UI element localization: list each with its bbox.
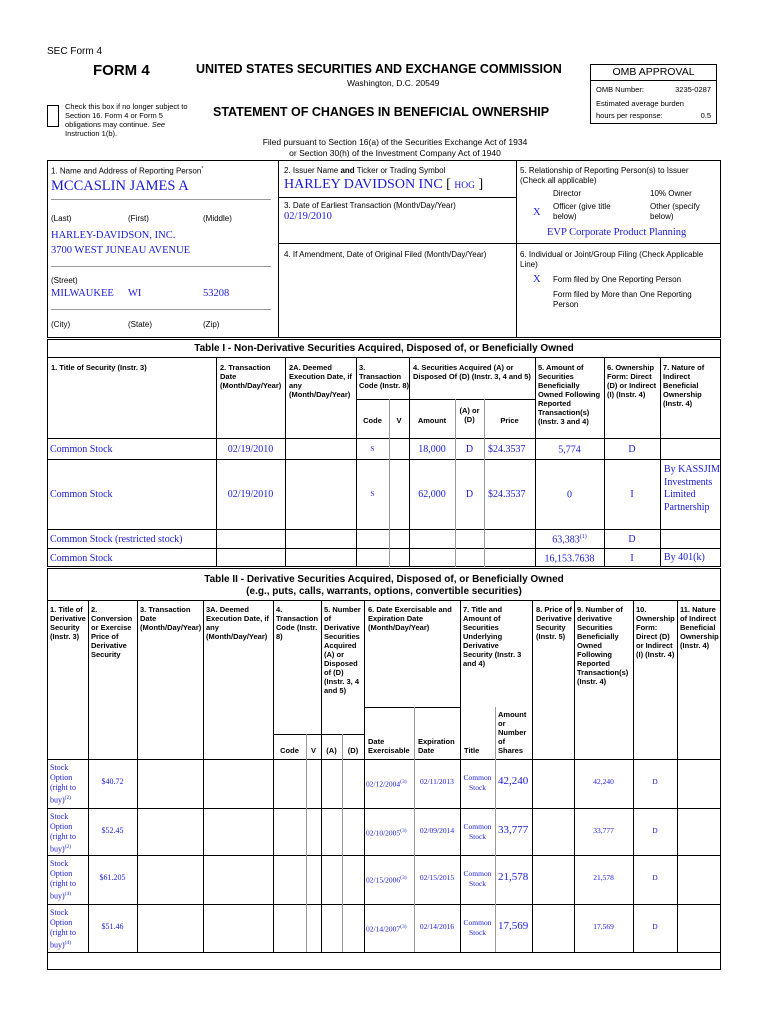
reporting-zip: 53208 [203, 288, 230, 299]
t2-h-date: 3. Transaction Date (Month/Day/Year) [140, 605, 202, 632]
t2-row-title-footnote: (4) [64, 940, 72, 946]
filed-pursuant-1: Filed pursuant to Section 16(a) of the Securities Exchange Act of 1934 [262, 137, 528, 147]
t2-row-price: $52.45 [101, 826, 124, 835]
t2-row-title-footnote: (4) [64, 891, 72, 897]
t2-row-underlying-title-1: Common [463, 869, 492, 878]
zip-label: (Zip) [203, 320, 220, 329]
first-label: (First) [128, 214, 149, 223]
t2-row-underlying-amount: 33,777 [498, 824, 529, 836]
t1-h-title: 1. Title of Security (Instr. 3) [51, 363, 147, 372]
t1-row-owned-value: 5,774 [558, 443, 581, 455]
state-label: (State) [128, 320, 153, 329]
t1-row-form: I [630, 552, 634, 564]
t2-row-expiration: 02/14/2016 [419, 922, 455, 931]
t2-row-exercisable [366, 875, 407, 885]
t1-row-form: D [628, 533, 636, 545]
omb-burden-label: Estimated average burden [596, 99, 684, 108]
t2-h-underlying: 7. Title and Amount of Securities Underlying Derivative Security (Instr. 3 and 4) [463, 605, 522, 668]
t2-h-title: 1. Title of Derivative Security (Instr. 3) [50, 605, 86, 641]
t2-row-exercisable-footnote: (3) [400, 779, 407, 785]
t1-row-owned-value: 16,153.7638 [544, 552, 595, 564]
table-1-title: Table I - Non-Derivative Securities Acquired, Disposed of, or Beneficially Owned [194, 343, 574, 354]
form-title: FORM 4 [93, 62, 150, 79]
t2-h-sub-a: (A) [326, 746, 337, 755]
ten-percent-owner-label: 10% Owner [650, 189, 692, 198]
t2-row-title-buy: buy) [50, 940, 65, 950]
t2-h-owned: 9. Number of derivative Securities Beneficially Owned Following Reported Transaction(s) (Instr. 4) [577, 605, 629, 686]
filed-pursuant-2: or Section 30(h) of the Investment Company Act of 1940 [289, 148, 501, 158]
t2-row-title [50, 859, 88, 902]
t2-h-deemed: 3A. Deemed Execution Date, if any (Month/Day/Year) [206, 605, 269, 641]
t1-h-code: 3. Transaction Code (Instr. 8) [359, 363, 410, 390]
t1-row-amount: 62,000 [418, 489, 446, 500]
t1-row-owned [535, 489, 604, 500]
t2-h-exercisable: 6. Date Exercisable and Expiration Date (Month/Day/Year) [368, 605, 452, 632]
t1-row-title: Common Stock [50, 489, 113, 500]
t2-row-form: D [652, 777, 658, 786]
t2-row-underlying-title-2: Stock [468, 832, 487, 841]
t2-row-exercisable-footnote: (3) [400, 828, 407, 834]
t1-row-code: S [370, 443, 375, 453]
t2-row-exercisable [366, 828, 407, 838]
omb-approval-box [590, 64, 717, 124]
one-person-check: X [533, 274, 541, 285]
issuer-name: HARLEY DAVIDSON INC [ HOG ] [284, 177, 484, 192]
omb-number: 3235-0287 [675, 85, 711, 94]
t2-h-sub-title: Title [464, 746, 480, 755]
t2-row-underlying-title-2: Stock [468, 879, 487, 888]
reporting-person-name: MCCASLIN JAMES A [51, 178, 189, 194]
t1-h-sub-code: Code [363, 416, 382, 425]
t2-row-exercisable-date: 02/10/2005 [366, 828, 401, 838]
t1-h-amount-owned: 5. Amount of Securities Beneficially Owned Following Reported Transaction(s) (Instr. 3 and 4) [538, 363, 601, 426]
earliest-date: 02/19/2010 [284, 211, 332, 222]
t1-row-date: 02/19/2010 [227, 443, 274, 455]
table-2-title: Table II - Derivative Securities Acquired, Disposed of, or Beneficially Owned [204, 574, 564, 585]
t2-row-title-buy: buy) [50, 891, 65, 901]
checkbox-instructions: Check this box if no longer subject to Section 16. Form 4 or Form 5 obligations may continue. See Instruction 1(b). [65, 102, 188, 138]
sec-form-label: SEC Form 4 [47, 46, 103, 57]
t2-row-form: D [652, 826, 658, 835]
t2-row-underlying-amount: 17,569 [498, 920, 529, 932]
t1-h-securities: 4. Securities Acquired (A) or Disposed Of (D) (Instr. 3, 4 and 5) [413, 363, 531, 381]
t2-row-price: $40.72 [101, 777, 124, 786]
commission-city: Washington, D.C. 20549 [347, 78, 440, 88]
t1-row-amount: 18,000 [418, 443, 446, 455]
t2-row-title [50, 812, 88, 855]
street-label: (Street) [51, 276, 78, 285]
t1-h-deemed: 2A. Deemed Execution Date, if any (Month/Day/Year) [289, 363, 352, 399]
omb-title: OMB APPROVAL [591, 65, 716, 81]
t2-h-sub-expiration: Expiration Date [418, 737, 455, 755]
t2-row-owned: 33,777 [593, 826, 614, 835]
t2-row-exercisable-date: 02/14/2007 [366, 924, 401, 934]
t2-row-underlying-title-2: Stock [468, 783, 487, 792]
t1-h-nature: 7. Nature of Indirect Beneficial Ownership (Instr. 4) [663, 363, 705, 408]
t1-row-nature: By 401(k) [664, 551, 705, 563]
t2-h-nature: 11. Nature of Indirect Beneficial Ownership (Instr. 4) [680, 605, 719, 650]
t2-h-sub-code: Code [280, 746, 299, 755]
city-label: (City) [51, 320, 71, 329]
t1-h-sub-v: V [396, 416, 402, 425]
t1-row-owned-footnote: (1) [579, 533, 587, 540]
t2-row-title-text: Stock Option (right to [50, 812, 76, 841]
director-label: Director [553, 189, 582, 198]
omb-hours-label: hours per response: [596, 111, 663, 120]
last-label: (Last) [51, 214, 72, 223]
officer-check: X [533, 207, 541, 218]
t2-row-title-buy: buy) [50, 844, 65, 854]
t2-row-owned: 17,569 [593, 922, 614, 931]
t1-h-sub-price: Price [500, 416, 519, 425]
t1-row-ad: D [465, 443, 474, 455]
commission-title: UNITED STATES SECURITIES AND EXCHANGE COMMISSION [196, 62, 562, 76]
t2-row-title-text: Stock Option (right to [50, 908, 76, 937]
t1-row-owned [535, 553, 604, 564]
t2-h-price: 8. Price of Derivative Security (Instr. 5) [536, 605, 572, 641]
t2-row-underlying-title-1: Common [463, 773, 492, 782]
t2-row-underlying-amount: 21,578 [498, 871, 529, 883]
t2-row-owned: 42,240 [593, 777, 614, 786]
amendment-label: 4. If Amendment, Date of Original Filed (Month/Day/Year) [284, 250, 487, 259]
t1-row-title: Common Stock (restricted stock) [50, 533, 183, 545]
t2-row-owned: 21,578 [593, 873, 614, 882]
other-label: Other (specify below) [650, 202, 700, 221]
t1-row-nature: By KASSJIM Investments Limited Partnership [664, 464, 720, 513]
earliest-date-label: 3. Date of Earliest Transaction (Month/Day/Year) [284, 201, 456, 210]
t2-row-exercisable-date: 02/12/2004 [366, 779, 401, 789]
t2-row-exercisable-footnote: (3) [400, 875, 407, 881]
t2-h-sub-amount: Amount or Number of Shares [498, 710, 527, 755]
t2-row-underlying-title-1: Common [463, 822, 492, 831]
t2-row-expiration: 02/15/2015 [419, 873, 455, 882]
t2-row-title [50, 763, 88, 806]
relationship-label: 5. Relationship of Reporting Person(s) to Issuer (Check all applicable) [520, 166, 689, 185]
t2-h-code: 4. Transaction Code (Instr. 8) [276, 605, 319, 641]
filing-label: 6. Individual or Joint/Group Filing (Check Applicable Line) [520, 250, 704, 269]
reporting-company: HARLEY-DAVIDSON, INC. [51, 230, 176, 241]
t2-row-underlying-title-2: Stock [468, 928, 487, 937]
t2-row-title-footnote: (2) [64, 795, 72, 801]
middle-label: (Middle) [203, 214, 232, 223]
t1-row-price: $24.3537 [488, 443, 526, 455]
t2-row-expiration: 02/11/2013 [420, 777, 454, 786]
reporting-state: WI [128, 288, 142, 299]
t1-h-sub-amount: Amount [417, 416, 447, 425]
t1-row-owned-value: 0 [567, 489, 572, 501]
t2-row-exercisable [366, 779, 407, 789]
reporting-city: MILWAUKEE [51, 288, 114, 299]
t2-row-title-text: Stock Option (right to [50, 859, 76, 888]
t1-row-title: Common Stock [50, 552, 113, 564]
t2-h-ownership: 10. Ownership Form: Direct (D) or Indirect (I) (Instr. 4) [636, 605, 675, 659]
statement-title: STATEMENT OF CHANGES IN BENEFICIAL OWNERSHIP [213, 105, 550, 119]
t1-row-price: $24.3537 [488, 489, 526, 500]
t2-row-price: $51.46 [101, 922, 124, 931]
t2-row-expiration: 02/09/2014 [419, 826, 455, 835]
one-person-label: Form filed by One Reporting Person [553, 275, 682, 284]
t1-row-ad: D [465, 489, 474, 500]
t2-row-form: D [652, 873, 658, 882]
t1-h-ownership: 6. Ownership Form: Direct (D) or Indirect (I) (Instr. 4) [607, 363, 657, 399]
t2-row-underlying-amount: 42,240 [498, 775, 529, 787]
t2-row-exercisable-footnote: (3) [400, 924, 407, 930]
officer-label: Officer (give title below) [553, 202, 611, 221]
t2-h-sub-d: (D) [347, 746, 359, 755]
t2-h-sub-exercisable: Date Exercisable [368, 737, 410, 755]
officer-title: EVP Corporate Product Planning [547, 227, 687, 238]
t1-row-owned [535, 534, 604, 545]
t1-row-title: Common Stock [50, 443, 113, 455]
t2-row-title [50, 908, 88, 951]
t2-row-form: D [652, 922, 658, 931]
t1-row-form: D [628, 443, 636, 455]
omb-number-label: OMB Number: [596, 85, 644, 94]
t2-row-title-footnote: (2) [64, 844, 72, 850]
t2-h-conversion: 2. Conversion or Exercise Price of Derivative Security [91, 605, 133, 659]
t2-row-exercisable [366, 924, 407, 934]
t1-row-owned [535, 444, 604, 455]
omb-hours: 0.5 [700, 111, 711, 120]
t1-h-sub-aord: (A) or (D) [459, 406, 480, 424]
t2-h-number: 5. Number of Derivative Securities Acquired (A) or Disposed of (D) (Instr. 3, 4 and 5) [324, 605, 361, 695]
t2-row-title-text: Stock Option (right to [50, 763, 76, 792]
reporting-address: 3700 WEST JUNEAU AVENUE [51, 245, 191, 256]
table-2-subtitle: (e.g., puts, calls, warrants, options, convertible securities) [246, 586, 522, 597]
t2-h-sub-v: V [310, 746, 316, 755]
no-longer-subject-checkbox[interactable] [47, 105, 59, 127]
issuer-label: 2. Issuer Name and Ticker or Trading Symbol [284, 166, 446, 175]
t2-row-title-buy: buy) [50, 795, 65, 805]
t1-row-form: I [630, 489, 634, 500]
more-persons-label: Form filed by More than One Reporting Person [553, 290, 692, 309]
reporting-person-label: 1. Name and Address of Reporting Person* [51, 166, 204, 176]
t1-row-code: S [370, 489, 375, 498]
t2-row-price: $61.205 [99, 873, 126, 882]
t1-row-date: 02/19/2010 [227, 489, 274, 500]
t2-row-exercisable-date: 02/15/2006 [366, 875, 401, 885]
t1-row-owned-value: 63,383 [552, 533, 580, 545]
t2-row-underlying-title-1: Common [463, 918, 492, 927]
t1-h-date: 2. Transaction Date (Month/Day/Year) [220, 363, 282, 390]
